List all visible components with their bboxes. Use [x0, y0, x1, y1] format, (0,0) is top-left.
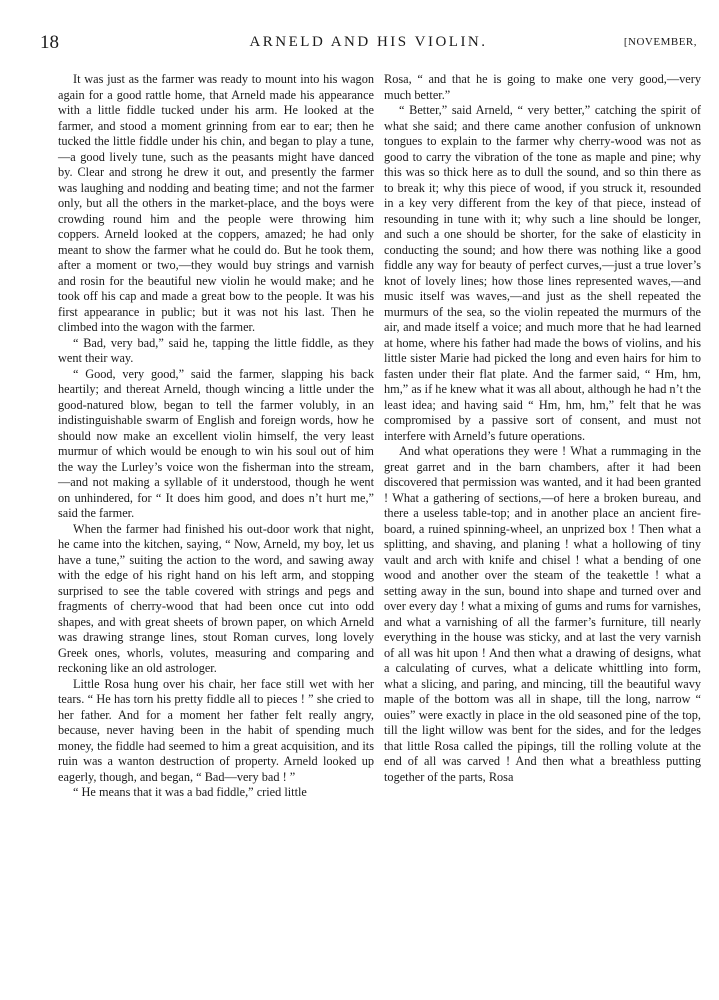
paragraph-continued: Rosa, “ and that he is going to make one very good,—very much better.”	[384, 72, 701, 102]
paragraph: “ Better,” said Arneld, “ very better,” catching the spirit of what she said; and there came another confusion of unknown tongues to explain to the farmer why cherry-wood was not as good to carry the vibration of the tone as maple and pine; why this was so thick here as to dull the sound, and so thin there as to break it; why this piece of wood, if you struck it, resounded in a key very different from the key of that piece, instead of resounding in tune with it; why such a line should be longer, and such a one should be shorter, for the sake of elasticity in conducting the sound; and how there was nothing like a good fiddle any way for beauty of perfect curves,—just a true lover’s knot of lovely lines; how those lines represented waves,—and music itself was waves,—and just as the shell repeated the murmurs of the sea, so the violin repeated the murmurs of the air, and made itself a voice; and much more that he had learned at home, where his father had made the bows of violins, and his little sister Marie had picked the long and even hairs for him to fasten under their flat plate. And the farmer said, “ Hm, hm, hm,” as if he knew what it was all about, although he had n’t the least idea; and having said “ Hm, hm, hm,” felt that he was compromised by a passive sort of consent, and must not interfere with Arneld’s future operations.	[384, 103, 701, 443]
paragraph: Little Rosa hung over his chair, her face still wet with her tears. “ He has torn his pretty fiddle all to pieces ! ” she cried to her father. And for a moment her father felt really angry, because, never having been in the habit of spending much money, the fiddle had seemed to him a great acquisition, and its ruin was a wanton destruction of property. Arneld looked up eagerly, though, and began, “ Bad—very bad ! ”	[58, 676, 374, 784]
paragraph: “ Bad, very bad,” said he, tapping the little fiddle, as they went their way.	[58, 335, 374, 365]
running-title: ARNELD AND HIS VIOLIN.	[249, 34, 488, 50]
running-header	[40, 32, 697, 54]
paragraph: And what operations they were ! What a rummaging in the great garret and in the barn chambers, after it had been discovered that permission was wanted, and it had been granted ! What a gathering of sections,—of here a broken bureau, and there a useless table-top; and in another place an ancient fire-board, a ruined spinning-wheel, an unprized box ! Then what a splitting, and shaving, and planing ! what a hollowing of tiny vault and arch with knife and chisel ! what a bending of one wood and another over the steam of the teakettle ! what a setting away in the sun, bound into shape and turned over and over every day ! what a mixing of gums and rums for varnishes, and what a varnishing of all the farmer’s furniture, till nearly everything in the house was sticky, and at last the very varnish of all was hit upon ! And then what a drawing of designs, what a calculating of curves, what a delicate whittling into form, what a slicing, and paring, and mincing, till the beautiful wavy maple of the bottom was all in shape, till the long, narrow “ ouies” were exactly in place in the old seasoned pine of the top, till the light willow was bent for the sides, and for the ledges that little Rosa called the pipings, till the rolling volute at the end of all was carved ! And then what a breathless putting together of the parts, Rosa	[384, 444, 701, 784]
left-column	[58, 72, 374, 801]
paragraph: When the farmer had finished his out-door work that night, he came into the kitchen, saying, “ Now, Arneld, my boy, let us have a tune,” suiting the action to the word, and sawing away with the edge of his right hand on his left arm, and stopping surprised to see the table covered with strings and pegs and fragments of cherry-wood that had been once cut into odd shapes, and with great sheets of brown paper, on which Arneld was drawing strange lines, stout Roman curves, long lovely Greek ones, whorls, volutes, measuring and comparing and reckoning like an old astrologer.	[58, 521, 374, 675]
paragraph: “ He means that it was a bad fiddle,” cried little	[73, 785, 307, 799]
right-column	[384, 72, 701, 785]
page-number: 18	[40, 32, 59, 53]
paragraph: It was just as the farmer was ready to mount into his wagon again for a good rattle home, that Arneld made his appearance with a little fiddle tucked under his arm. He looked at the farmer, and stood a moment grinning from ear to ear; then he tucked the little fiddle under his chin, and began to play a tune,—a good lively tune, such as the peasants might have danced by. Clear and strong he drew it out, and presently the farmer was laughing and nodding and beating time; and not the farmer only, but all the others in the market-place, and the boys were crowding round him and the people were throwing him coppers. Arneld looked at the coppers, amazed; he had only meant to show the farmer what he could do. But he took them, after a moment or two,—they would buy strings and varnish and rosin for the beautiful new violin he would make; and he took off his cap and made a great bow to the people. It was his first appearance in public; but it was not his last. Then he climbed into the wagon with the farmer.	[58, 72, 374, 334]
paragraph: “ Good, very good,” said the farmer, slapping his back heartily; and thereat Arneld, though wincing a little under the good-natured blow, began to tell the farmer volubly, in an indistinguishable swarm of English and foreign words, how he should now make an excellent violin himself, the very least murmur of which would be enough to win his soul out of him the way the Lurley’s voice won the fisherman into the stream,—and not making a syllable of it understood, though he went on unhindered, for “ It does him good, and does n’t hurt me,” said the farmer.	[58, 366, 374, 520]
issue-month: [NOVEMBER,	[623, 36, 697, 48]
